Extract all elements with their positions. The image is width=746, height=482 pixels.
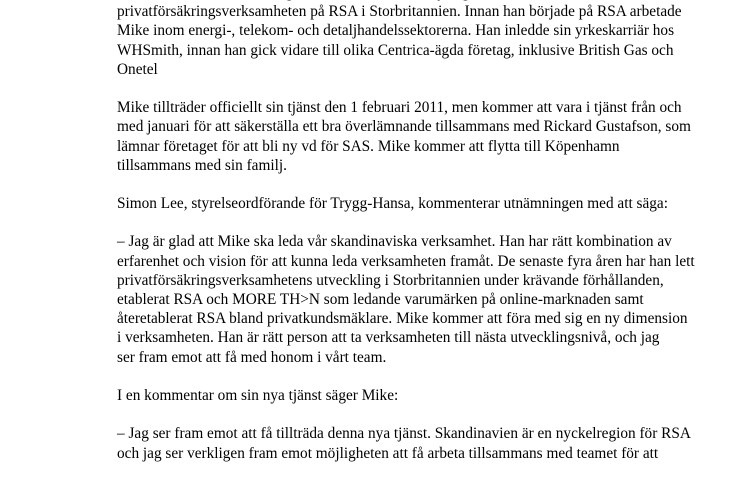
text-line: ser fram emot att få med honom i vårt team. (117, 348, 387, 366)
paragraph-start-date (117, 98, 717, 175)
text-line: – Jag ser fram emot att få tillträda denna nya tjänst. Skandinavien är en nyckelregion för RSA (117, 425, 691, 443)
paragraph-mike-quote (117, 424, 717, 462)
text-line: tillsammans med sin familj. (117, 156, 287, 174)
text-line: erfarenhet och vision för att kunna leda verksamheten framåt. De senaste fyra åren har han lett (117, 252, 695, 270)
text-line: Mike inom energi-, telekom- och detaljhandelssektorerna. Han inledde sin yrkeskarriär hos (117, 22, 675, 40)
paragraph-background (117, 0, 717, 79)
text-line: Onetel (117, 60, 158, 78)
text-line: – Jag är glad att Mike ska leda vår skandinaviska verksamhet. Han har rätt kombination av (117, 233, 672, 251)
text-line: privatförsäkringsverksamhetens utveckling i Storbritannien under krävande förhållanden, (117, 271, 664, 289)
text-line: återetablerat RSA bland privatkundsmäklare. Mike kommer att föra med sig en ny dimension (117, 310, 688, 328)
text-line: lämnar företaget för att bli ny vd för SAS. Mike kommer att flytta till Köpenhamn (117, 137, 620, 155)
text-line: med januari för att säkerställa ett bra överlämnande tillsammans med Rickard Gustafson, som (117, 118, 691, 136)
paragraph-chairman-quote (117, 232, 717, 366)
text-line: WHSmith, innan han gick vidare till olika Centrica-ägda företag, inklusive British Gas och (117, 41, 674, 59)
text-line: privatförsäkringsverksamheten på RSA i Storbritannien. Innan han började på RSA arbetade (117, 3, 682, 21)
text-line: och jag ser verkligen fram emot möjligheten att få arbeta tillsammans med teamet för att (117, 444, 659, 462)
text-line: etablerat RSA och MORE TH>N som ledande varumärken på online-marknaden samt (117, 291, 644, 308)
paragraph-mike-intro (117, 386, 717, 405)
text-line: Simon Lee, styrelseordförande för Trygg-Hansa, kommenterar utnämningen med att säga: (117, 195, 668, 213)
text-line: Mike tillträder officiellt sin tjänst den 1 februari 2011, men kommer att vara i tjänst från och (117, 99, 682, 117)
press-release-body (117, 0, 717, 482)
paragraph-chairman-intro (117, 194, 717, 213)
text-line: I en kommentar om sin nya tjänst säger Mike: (117, 386, 399, 404)
text-line: i verksamheten. Han är rätt person att ta verksamheten till nästa utvecklingsnivå, och jag (117, 329, 660, 347)
